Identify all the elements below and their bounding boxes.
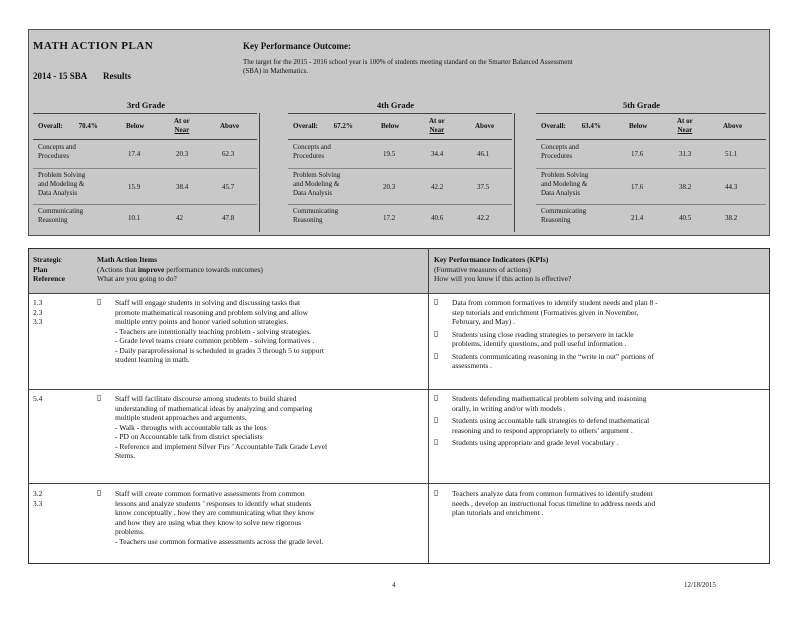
grade-row-label [293, 171, 363, 198]
kpo-text [243, 58, 743, 76]
kpi-item [452, 394, 762, 413]
col-near-header-2: Near [429, 126, 445, 134]
action-items [115, 298, 415, 365]
bullet-icon: ▯ [434, 415, 439, 424]
plan-reference-item: 5.4 [33, 394, 43, 403]
kpi-line: Students using appropriate and grade level vocabulary . [452, 438, 619, 447]
plan-reference [33, 394, 42, 404]
kpi-line: assessments . [452, 361, 492, 370]
header-divider [28, 293, 770, 294]
col2-header-sub-c: performance towards outcomes) [164, 264, 263, 274]
kpi-line: step tutorials and enrichment (Formatives given in November, [452, 307, 639, 317]
col-near-header-1: At or [677, 117, 693, 125]
kpi-item [452, 298, 762, 327]
above-value: 37.5 [477, 183, 490, 191]
grade-row-label [293, 143, 363, 161]
grade-row-label-line: Concepts and [541, 143, 579, 151]
col-strategic-plan-header [33, 255, 65, 284]
grade-row-rule [288, 204, 512, 205]
action-line: - Grade level teams create common problem - solving formatives . [115, 336, 315, 345]
action-line: - Reference and implement Silver Firs ’ Accountable Talk Grade Level [115, 441, 328, 451]
kpo-text-line-2: (SBA) in Mathematics. [243, 67, 309, 75]
col-below-header: Below [126, 122, 145, 130]
kpi-line: plan tutorials and enrichment . [452, 508, 544, 517]
grade-row-label-line: Problem Solving [38, 171, 86, 179]
results-year-text: 2014 - 15 SBA [33, 71, 87, 81]
overall-label [293, 122, 353, 131]
grade-row-label-line: and Modeling & [38, 180, 85, 188]
action-line: Staff will create common formative assessments from common [115, 489, 305, 498]
row-divider [28, 483, 770, 484]
col1-header-line: Reference [33, 274, 65, 283]
grade-row-label [541, 171, 611, 198]
page-number: 4 [392, 581, 396, 589]
kpi-line: needs , develop an instructional focus timeline to address needs and [452, 498, 656, 508]
kpi-item [452, 416, 762, 435]
near-value: 42 [176, 214, 183, 222]
grade-title: 5th Grade [623, 100, 661, 110]
bullet-icon: ▯ [434, 488, 439, 497]
kpo-label: Key Performance Outcome: [243, 41, 351, 51]
col3-header-sub: (Formative measures of actions) [434, 264, 531, 274]
kpi-line: Students communicating reasoning in the “write in out” portions of [452, 351, 654, 361]
below-value: 19.5 [383, 150, 396, 158]
below-value: 17.4 [128, 150, 141, 158]
col-near-header-2: Near [677, 126, 693, 134]
kpi-line: Data from common formatives to identify student needs and plan 8 - [452, 298, 658, 307]
action-line: Stems. [115, 451, 136, 460]
col2-header-sub-b: improve [137, 264, 165, 274]
action-line: - PD on Accountable talk from district specialists [115, 432, 263, 441]
grade-row-rule [288, 168, 512, 169]
grade-row-label [541, 207, 611, 225]
overall-label-text: Overall: [541, 122, 566, 130]
above-value: 45.7 [222, 183, 235, 191]
col1-header-line: Strategic [33, 255, 62, 264]
grade-row-label-line: and Modeling & [293, 180, 340, 188]
plan-reference [33, 489, 42, 508]
near-value: 31.3 [679, 150, 692, 158]
kpi-item [452, 489, 762, 518]
kpi-line: February, and May) . [452, 317, 516, 326]
near-value: 40.6 [431, 214, 444, 222]
above-value: 62.3 [222, 150, 235, 158]
grade-row-label-line: Data Analysis [541, 189, 581, 197]
col-near-header [429, 117, 445, 135]
column-divider [428, 248, 429, 564]
col-near-header-1: At or [174, 117, 190, 125]
col-above-header: Above [475, 122, 495, 130]
action-line: - Teachers use common formative assessments across the grade level. [115, 536, 324, 546]
above-value: 47.8 [222, 214, 235, 222]
below-value: 10.1 [128, 214, 141, 222]
grade-table-header-rule [536, 139, 766, 140]
grade-row-label-line: Reasoning [293, 216, 323, 224]
action-items [115, 489, 415, 546]
col2-header-sub [97, 265, 263, 275]
col-kpi-header [434, 255, 571, 284]
action-items [115, 394, 415, 461]
kpi-line: problems, identify questions, and pull useful information . [452, 339, 627, 348]
action-line: - Walk - throughs with accountable talk as the lens [115, 422, 267, 432]
below-value: 17.2 [383, 214, 396, 222]
results-year [33, 71, 131, 81]
footer-date: 12/18/2015 [684, 581, 716, 589]
near-value: 38.4 [176, 183, 189, 191]
overall-label-text: Overall: [293, 122, 318, 130]
col-near-header [677, 117, 693, 135]
below-value: 17.6 [631, 183, 644, 191]
bullet-icon: ▯ [434, 437, 439, 446]
col2-header-sub-a: (Actions that [97, 264, 138, 274]
above-value: 46.1 [477, 150, 490, 158]
col2-header-question: What are you going to do? [97, 274, 177, 283]
col-above-header: Above [220, 122, 240, 130]
grade-row-label [38, 171, 108, 198]
row-divider [28, 389, 770, 390]
bullet-icon: ▯ [434, 393, 439, 402]
action-line: Staff will facilitate discourse among students to build shared [115, 394, 297, 403]
grade-row-label-line: Concepts and [38, 143, 76, 151]
col-action-items-header [97, 255, 263, 284]
grade-table-header-rule [288, 139, 512, 140]
kpi-item [452, 330, 762, 349]
col-near-header-1: At or [429, 117, 445, 125]
grade-table-top-rule [288, 113, 512, 114]
below-value: 20.3 [383, 183, 396, 191]
grade-row-label-line: Reasoning [541, 216, 571, 224]
bullet-icon: ▯ [434, 297, 439, 306]
above-value: 38.2 [725, 214, 738, 222]
page-title: MATH ACTION PLAN [33, 40, 154, 52]
plan-reference-item: 2.3 [33, 307, 43, 317]
grade-row-label [38, 207, 108, 225]
above-value: 51.1 [725, 150, 738, 158]
near-value: 20.3 [176, 150, 189, 158]
kpi-line: Students defending mathematical problem solving and reasoning [452, 394, 647, 403]
grade-row-label-line: Communicating [293, 207, 339, 215]
grade-row-label-line: Data Analysis [38, 189, 78, 197]
grade-table-top-rule [536, 113, 766, 114]
grade-row-label-line: Reasoning [38, 216, 68, 224]
grade-row-label-line: and Modeling & [541, 180, 588, 188]
grade-title: 3rd Grade [127, 100, 166, 110]
kpi-line: Students using close reading strategies to persevere in tackle [452, 329, 634, 339]
bullet-icon: ▯ [434, 328, 439, 338]
near-value: 42.2 [431, 183, 444, 191]
grade-title: 4th Grade [377, 100, 415, 110]
action-line: multiple entry points and honor varied solution strategies. [115, 317, 289, 326]
bullet-icon: ▯ [434, 350, 439, 360]
col-near-header-2: Near [174, 126, 190, 134]
overall-value: 67.2% [333, 122, 353, 130]
grade-row-label-line: Concepts and [293, 143, 331, 151]
col-below-header: Below [381, 122, 400, 130]
col3-header-title: Key Performance Indicators (KPIs) [434, 255, 549, 264]
above-value: 42.2 [477, 214, 490, 222]
overall-value: 63.4% [581, 122, 601, 130]
overall-label [38, 122, 98, 131]
action-line: - Teachers are intentionally teaching problem - solving strategies. [115, 326, 312, 336]
kpi-line: Teachers analyze data from common formatives to identify student [452, 489, 653, 498]
below-value: 15.9 [128, 183, 141, 191]
grade-table-divider [259, 113, 260, 232]
kpi-line: Students using accountable talk strategies to defend mathematical [452, 416, 650, 425]
grade-row-rule [536, 204, 766, 205]
grade-row-label [38, 143, 108, 161]
col-below-header: Below [629, 122, 648, 130]
grade-row-label-line: Problem Solving [541, 171, 589, 179]
plan-reference-item: 3.3 [33, 317, 43, 326]
grade-row-rule [536, 168, 766, 169]
grade-table-header-rule [33, 139, 257, 140]
col-above-header: Above [723, 122, 743, 130]
kpi-line: reasoning and to respond appropriately to others’ argument . [452, 425, 633, 435]
bullet-icon: ▯ [97, 297, 102, 306]
grade-row-label-line: Procedures [293, 152, 325, 160]
overall-value: 70.4% [78, 122, 98, 130]
bullet-icon: ▯ [97, 488, 102, 497]
grade-row-rule [33, 204, 257, 205]
results-label: Results [103, 71, 132, 81]
grade-row-rule [33, 168, 257, 169]
col1-header-line: Plan [33, 264, 48, 274]
overall-label [541, 122, 601, 131]
plan-reference-item: 1.3 [33, 298, 43, 307]
action-line: student learning in math. [115, 355, 190, 364]
grade-row-label-line: Data Analysis [293, 189, 333, 197]
action-line: - Daily paraprofessional is scheduled in grades 3 through 5 to support [115, 345, 324, 355]
plan-reference-item: 3.3 [33, 498, 43, 508]
grade-row-label-line: Communicating [38, 207, 84, 215]
kpi-item [452, 438, 762, 448]
grade-row-label-line: Procedures [38, 152, 70, 160]
grade-row-label-line: Communicating [541, 207, 587, 215]
plan-reference [33, 298, 42, 327]
above-value: 44.3 [725, 183, 738, 191]
action-line: know conceptually , how they are communicating what they know [115, 508, 315, 517]
plan-reference-item: 3.2 [33, 489, 43, 498]
col2-header-title: Math Action Items [97, 255, 157, 264]
action-line: multiple student approaches and arguments. [115, 413, 247, 422]
grade-row-label [541, 143, 611, 161]
action-line: Staff will engage students in solving and discussing tasks that [115, 298, 301, 307]
col-near-header [174, 117, 190, 135]
action-line: lessons and analyze students ’ responses to identify what students [115, 498, 312, 508]
col3-header-question: How will you know if this action is effective? [434, 274, 572, 283]
bullet-icon: ▯ [97, 393, 102, 402]
grade-table-top-rule [33, 113, 257, 114]
near-value: 34.4 [431, 150, 444, 158]
near-value: 40.5 [679, 214, 692, 222]
kpi-item [452, 352, 762, 371]
action-line: problems. [115, 527, 145, 536]
grade-row-label [293, 207, 363, 225]
action-line: understanding of mathematical ideas by analyzing and comparing [115, 403, 313, 413]
kpo-text-line-1: The target for the 2015 - 2016 school year is 100% of students meeting standard on the Smarter Balanced Assessment [243, 58, 573, 66]
grade-row-label-line: Procedures [541, 152, 573, 160]
kpi-line: orally, in writing and/or with models . [452, 403, 566, 413]
near-value: 38.2 [679, 183, 692, 191]
grade-table-divider [514, 113, 515, 232]
action-line: and how they are using what they know to solve new rigorous [115, 517, 302, 527]
below-value: 21.4 [631, 214, 644, 222]
overall-label-text: Overall: [38, 122, 63, 130]
below-value: 17.6 [631, 150, 644, 158]
grade-row-label-line: Problem Solving [293, 171, 341, 179]
action-line: promote mathematical reasoning and problem solving and allow [115, 307, 309, 317]
